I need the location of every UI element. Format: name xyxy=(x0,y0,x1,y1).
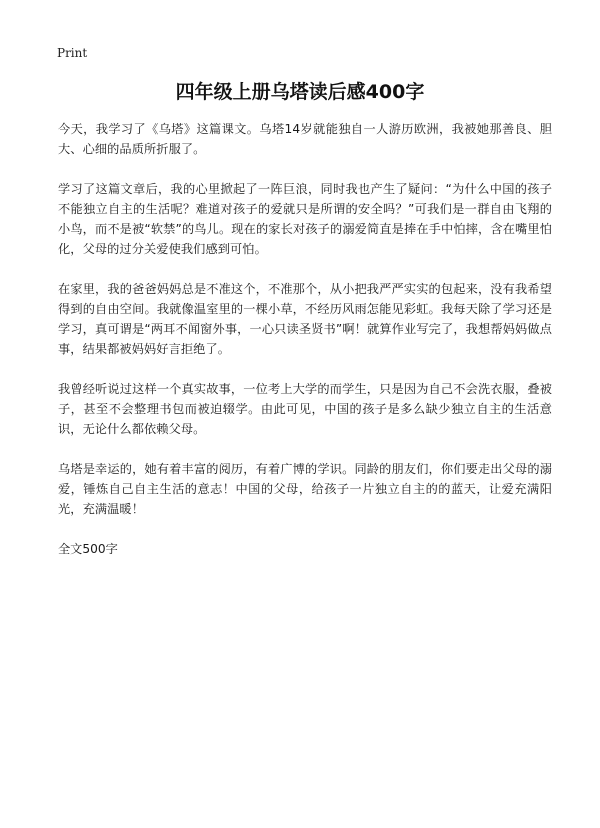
print-link[interactable]: Print xyxy=(57,46,88,60)
paragraph-4: 我曾经听说过这样一个真实故事，一位考上大学的而学生，只是因为自己不会洗衣服，叠被子，甚至不会整理书包而被迫辍学。由此可见，中国的孩子是多么缺少独立自主的生活意识，无论什么都依赖父母。 xyxy=(58,382,552,436)
paragraph-5: 乌塔是幸运的，她有着丰富的阅历，有着广博的学识。同龄的朋友们，你们要走出父母的溺爱，锤炼自己自主生活的意志！中国的父母，给孩子一片独立自主的的蓝天，让爱充满阳光，充满温暖！ xyxy=(58,462,552,516)
paragraph-2: 学习了这篇文章后，我的心里掀起了一阵巨浪，同时我也产生了疑问：“为什么中国的孩子不能独立自主的生活呢？难道对孩子的爱就只是所谓的安全吗？”可我们是一群自由飞翔的小鸟，而不是被“软禁”的鸟儿。现在的家长对孩子的溺爱简直是捧在手中怕摔，含在嘴里怕化，父母的过分关爱使我们感到可怕。 xyxy=(58,182,552,256)
word-count: 全文500字 xyxy=(58,542,118,556)
article-body xyxy=(58,119,552,559)
paragraph-1: 今天，我学习了《乌塔》这篇课文。乌塔14岁就能独自一人游历欧洲，我被她那善良、胆大、心细的品质所折服了。 xyxy=(58,122,552,156)
paragraph-3: 在家里，我的爸爸妈妈总是不准这个，不准那个，从小把我严严实实的包起来，没有我希望得到的自由空间。我就像温室里的一棵小草，不经历风雨怎能见彩虹。我每天除了学习还是学习，真可谓是“两耳不闻窗外事，一心只读圣贤书”啊！就算作业写完了，我想帮妈妈做点事，结果都被妈妈好言拒绝了。 xyxy=(58,282,552,356)
article-title: 四年级上册乌塔读后感400字 xyxy=(175,81,425,103)
